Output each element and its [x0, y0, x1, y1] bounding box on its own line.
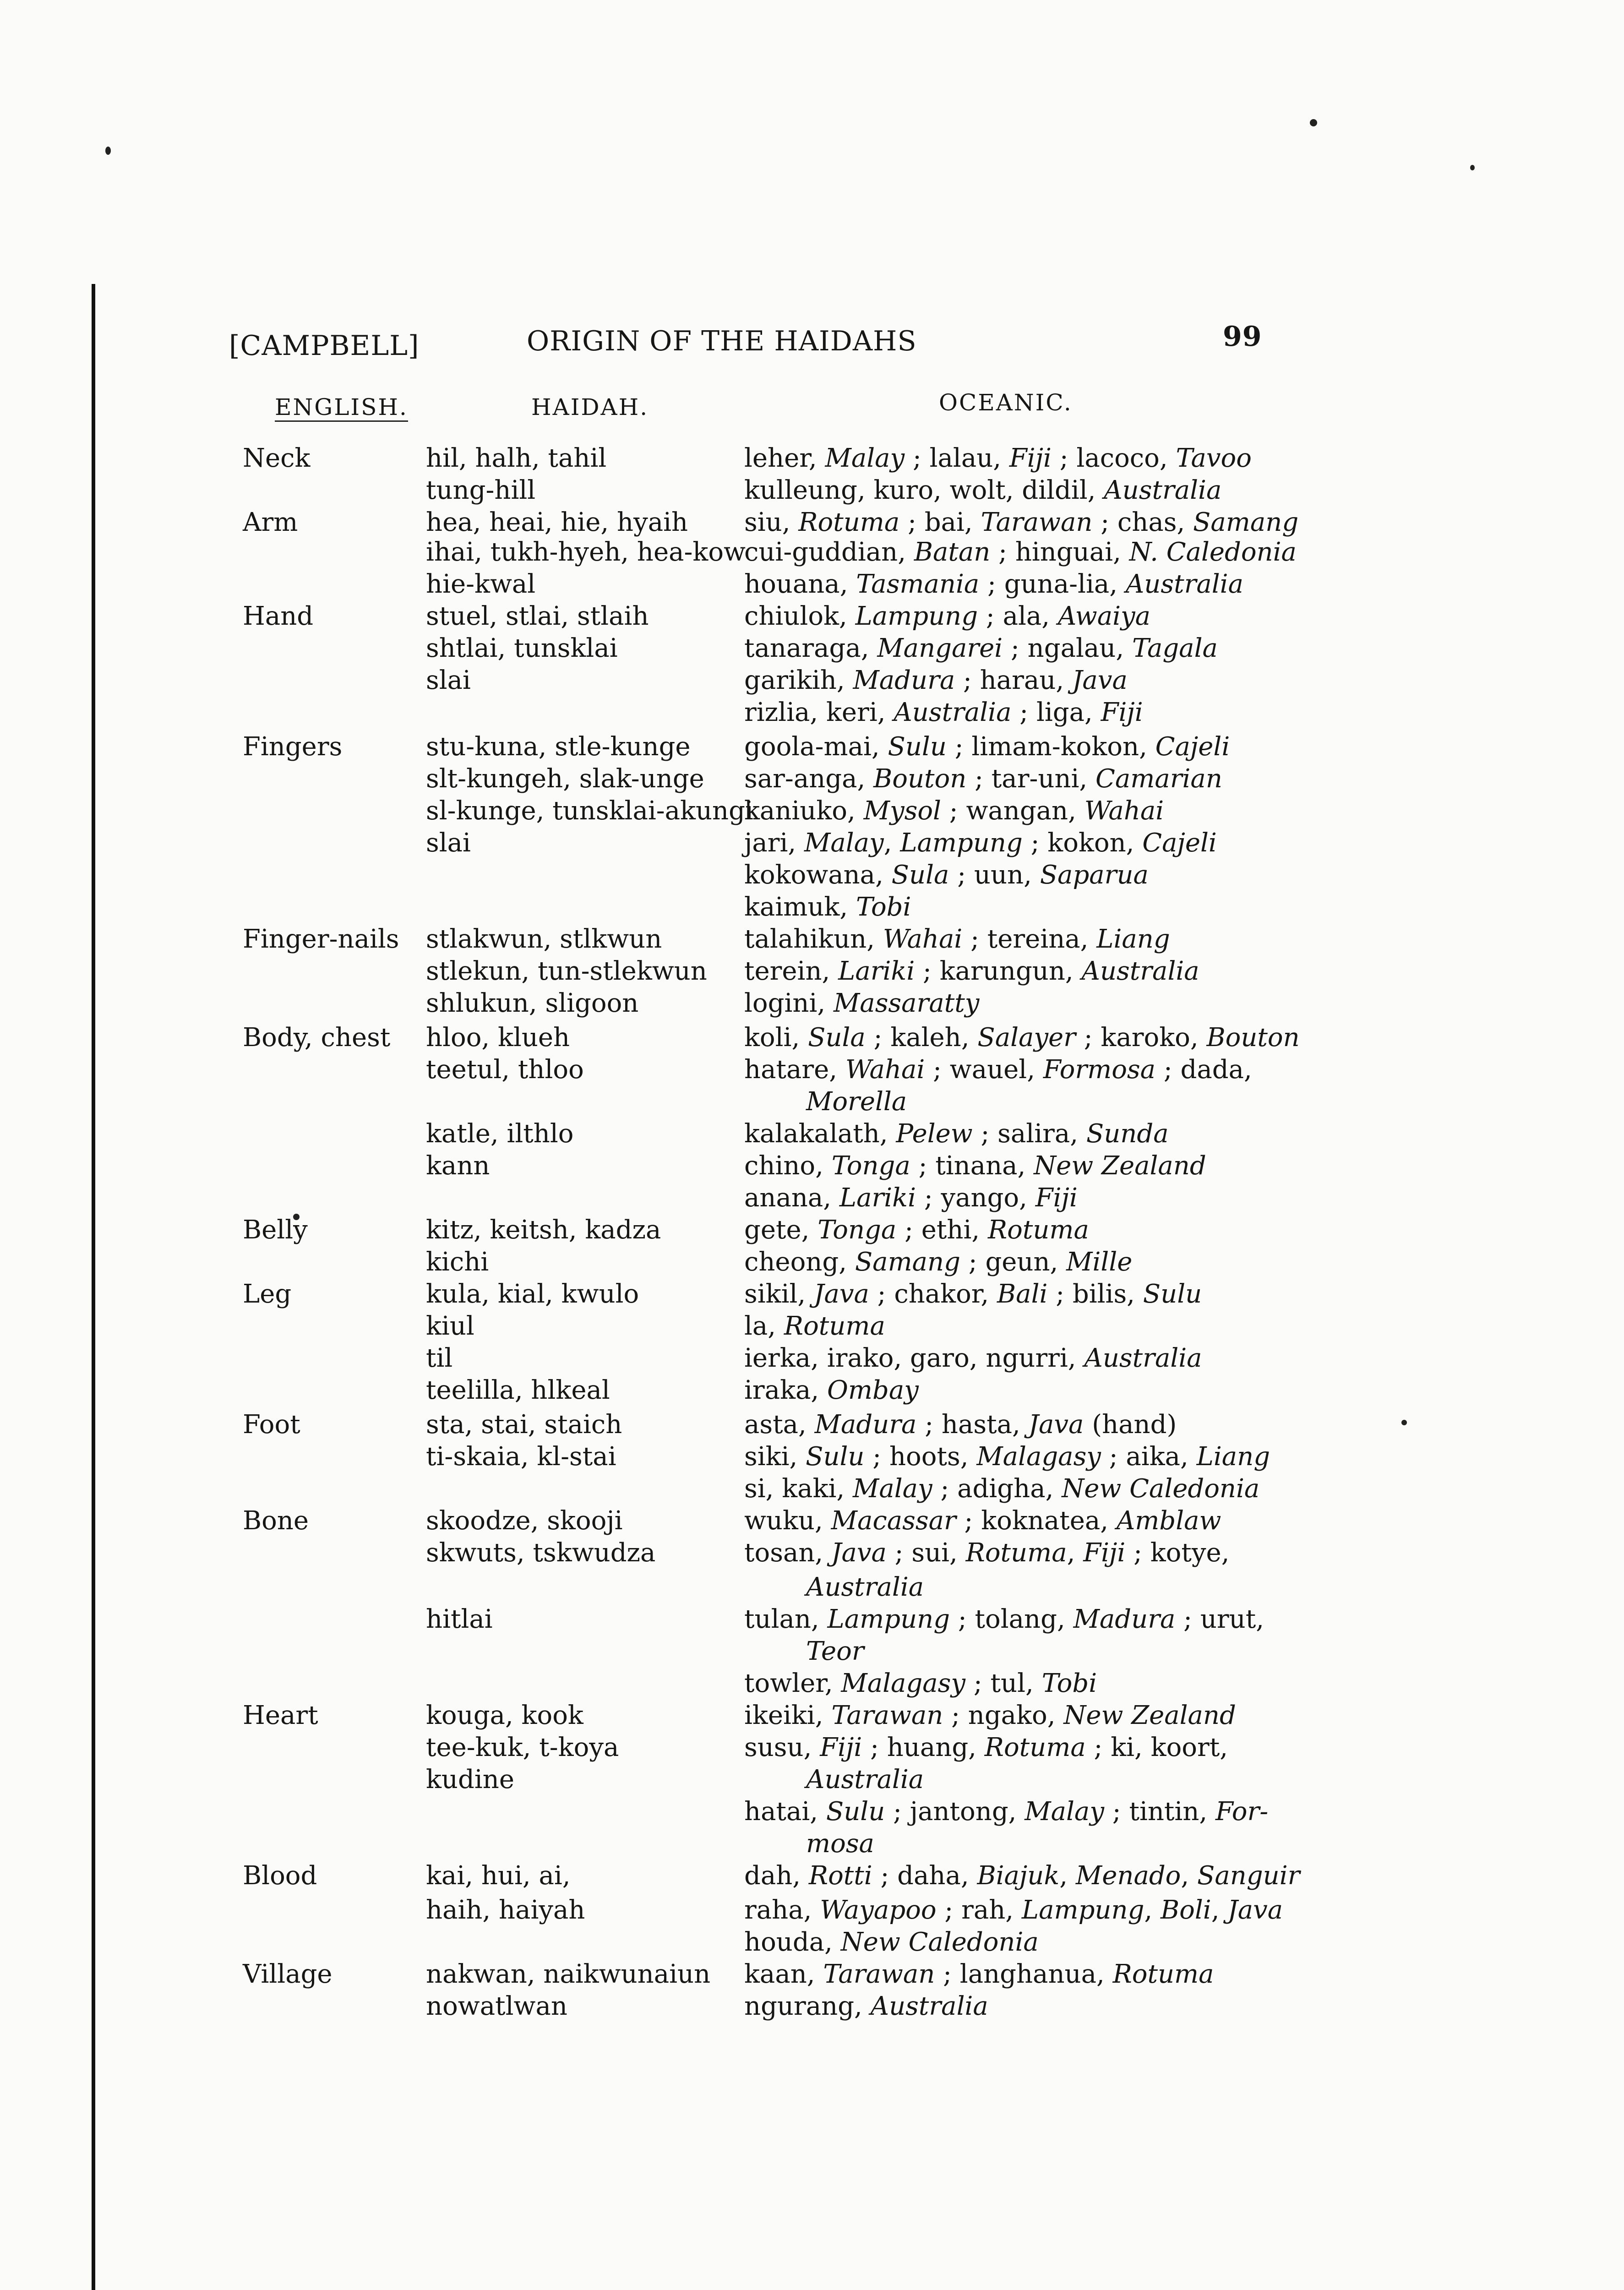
- haidah-word: kann: [426, 1151, 490, 1181]
- english-word: Fingers: [243, 732, 343, 762]
- oceanic-equivalent: towler, Malagasy ; tul, Tobi: [744, 1668, 1097, 1698]
- haidah-word: hloo, klueh: [426, 1023, 570, 1052]
- haidah-word: slt-kungeh, slak-unge: [426, 764, 704, 794]
- english-word: Leg: [243, 1279, 292, 1309]
- haidah-word: stlekun, tun-stlekwun: [426, 956, 707, 986]
- oceanic-equivalent: tulan, Lampung ; tolang, Madura ; urut,: [744, 1604, 1264, 1634]
- haidah-word: ti-skaia, kl-stai: [426, 1442, 616, 1472]
- oceanic-equivalent: garikih, Madura ; harau, Java: [744, 665, 1128, 695]
- english-word: Hand: [243, 601, 314, 631]
- oceanic-equivalent: Morella: [806, 1087, 907, 1117]
- english-word: Heart: [243, 1701, 318, 1730]
- oceanic-equivalent: dah, Rotti ; daha, Biajuk, Menado, Sanguir: [744, 1861, 1300, 1891]
- english-word: Belly: [243, 1215, 308, 1245]
- haidah-word: kichi: [426, 1247, 489, 1277]
- speck: [105, 147, 111, 155]
- oceanic-equivalent: chino, Tonga ; tinana, New Zealand: [744, 1151, 1206, 1181]
- oceanic-equivalent: talahikun, Wahai ; tereina, Liang: [744, 924, 1170, 954]
- haidah-word: katle, ilthlo: [426, 1119, 574, 1149]
- oceanic-equivalent: chiulok, Lampung ; ala, Awaiya: [744, 601, 1151, 631]
- haidah-word: skwuts, tskwudza: [426, 1538, 656, 1568]
- english-word: Foot: [243, 1410, 300, 1439]
- oceanic-equivalent: jari, Malay, Lampung ; kokon, Cajeli: [744, 828, 1217, 858]
- haidah-word: sta, stai, staich: [426, 1410, 622, 1439]
- haidah-word: ihai, tukh-hyeh, hea-kow: [426, 537, 746, 567]
- haidah-word: kai, hui, ai,: [426, 1861, 571, 1891]
- running-head-title: ORIGIN OF THE HAIDAHS: [527, 325, 917, 357]
- oceanic-equivalent: kokowana, Sula ; uun, Saparua: [744, 860, 1149, 890]
- page-number: 99: [1223, 321, 1262, 353]
- haidah-word: tung-hill: [426, 475, 536, 505]
- haidah-word: tee-kuk, t-koya: [426, 1733, 619, 1762]
- oceanic-equivalent: houda, New Caledonia: [744, 1927, 1039, 1957]
- column-head-oceanic: OCEANIC.: [939, 389, 1073, 416]
- haidah-word: teelilla, hlkeal: [426, 1375, 610, 1405]
- english-word: Arm: [243, 507, 298, 537]
- english-word: Neck: [243, 443, 311, 473]
- oceanic-equivalent: ikeiki, Tarawan ; ngako, New Zealand: [744, 1701, 1236, 1730]
- oceanic-equivalent: kaniuko, Mysol ; wangan, Wahai: [744, 796, 1164, 826]
- oceanic-equivalent: Teor: [806, 1636, 864, 1666]
- oceanic-equivalent: ngurang, Australia: [744, 1991, 988, 2021]
- oceanic-equivalent: rizlia, keri, Australia ; liga, Fiji: [744, 698, 1143, 727]
- oceanic-equivalent: siki, Sulu ; hoots, Malagasy ; aika, Liang: [744, 1442, 1270, 1472]
- haidah-word: kouga, kook: [426, 1701, 583, 1730]
- haidah-word: sl-kunge, tunsklai-akungi: [426, 796, 753, 826]
- oceanic-equivalent: kalakalath, Pelew ; salira, Sunda: [744, 1119, 1169, 1149]
- oceanic-equivalent: gete, Tonga ; ethi, Rotuma: [744, 1215, 1089, 1245]
- left-margin-rule: [92, 284, 95, 2290]
- oceanic-equivalent: anana, Lariki ; yango, Fiji: [744, 1183, 1078, 1213]
- oceanic-equivalent: hatare, Wahai ; wauel, Formosa ; dada,: [744, 1055, 1252, 1085]
- oceanic-equivalent: goola-mai, Sulu ; limam-kokon, Cajeli: [744, 732, 1230, 762]
- haidah-word: hea, heai, hie, hyaih: [426, 507, 688, 537]
- haidah-word: skoodze, skooji: [426, 1506, 623, 1536]
- oceanic-equivalent: la, Rotuma: [744, 1311, 885, 1341]
- haidah-word: nakwan, naikwunaiun: [426, 1959, 711, 1989]
- haidah-word: haih, haiyah: [426, 1895, 585, 1925]
- oceanic-equivalent: tanaraga, Mangarei ; ngalau, Tagala: [744, 633, 1218, 663]
- english-word: Village: [243, 1959, 332, 1989]
- haidah-word: kula, kial, kwulo: [426, 1279, 639, 1309]
- oceanic-equivalent: si, kaki, Malay ; adigha, New Caledonia: [744, 1474, 1260, 1504]
- oceanic-equivalent: tosan, Java ; sui, Rotuma, Fiji ; kotye,: [744, 1538, 1230, 1568]
- oceanic-equivalent: sikil, Java ; chakor, Bali ; bilis, Sulu: [744, 1279, 1202, 1309]
- english-word: Finger-nails: [243, 924, 399, 954]
- oceanic-equivalent: raha, Wayapoo ; rah, Lampung, Boli, Java: [744, 1895, 1283, 1925]
- oceanic-equivalent: asta, Madura ; hasta, Java (hand): [744, 1410, 1177, 1439]
- oceanic-equivalent: cheong, Samang ; geun, Mille: [744, 1247, 1133, 1277]
- running-head-author: [CAMPBELL]: [229, 330, 420, 362]
- speck: [1310, 119, 1317, 126]
- speck: [1470, 165, 1475, 170]
- oceanic-equivalent: logini, Massaratty: [744, 988, 980, 1018]
- haidah-word: hitlai: [426, 1604, 493, 1634]
- oceanic-equivalent: houana, Tasmania ; guna-lia, Australia: [744, 569, 1243, 599]
- oceanic-equivalent: kaan, Tarawan ; langhanua, Rotuma: [744, 1959, 1214, 1989]
- haidah-word: shlukun, sligoon: [426, 988, 639, 1018]
- oceanic-equivalent: siu, Rotuma ; bai, Tarawan ; chas, Samang: [744, 507, 1299, 537]
- haidah-word: slai: [426, 665, 471, 695]
- haidah-word: nowatlwan: [426, 1991, 567, 2021]
- haidah-word: kudine: [426, 1765, 514, 1794]
- oceanic-equivalent: mosa: [806, 1829, 874, 1859]
- oceanic-equivalent: susu, Fiji ; huang, Rotuma ; ki, koort,: [744, 1733, 1228, 1762]
- haidah-word: hie-kwal: [426, 569, 536, 599]
- oceanic-equivalent: leher, Malay ; lalau, Fiji ; lacoco, Tavoo: [744, 443, 1252, 473]
- oceanic-equivalent: Australia: [806, 1572, 924, 1602]
- oceanic-equivalent: ierka, irako, garo, ngurri, Australia: [744, 1343, 1202, 1373]
- haidah-word: hil, halh, tahil: [426, 443, 607, 473]
- haidah-word: teetul, thloo: [426, 1055, 584, 1085]
- oceanic-equivalent: kulleung, kuro, wolt, dildil, Australia: [744, 475, 1222, 505]
- english-word: Body, chest: [243, 1023, 391, 1052]
- haidah-word: stu-kuna, stle-kunge: [426, 732, 691, 762]
- haidah-word: slai: [426, 828, 471, 858]
- english-word: Blood: [243, 1861, 317, 1891]
- oceanic-equivalent: hatai, Sulu ; jantong, Malay ; tintin, For-: [744, 1797, 1269, 1827]
- haidah-word: kitz, keitsh, kadza: [426, 1215, 661, 1245]
- haidah-word: stlakwun, stlkwun: [426, 924, 662, 954]
- column-head-haidah: HAIDAH.: [531, 394, 649, 420]
- oceanic-equivalent: wuku, Macassar ; koknatea, Amblaw: [744, 1506, 1221, 1536]
- haidah-word: shtlai, tunsklai: [426, 633, 618, 663]
- oceanic-equivalent: Australia: [806, 1765, 924, 1794]
- haidah-word: stuel, stlai, stlaih: [426, 601, 649, 631]
- oceanic-equivalent: sar-anga, Bouton ; tar-uni, Camarian: [744, 764, 1222, 794]
- haidah-word: til: [426, 1343, 453, 1373]
- column-head-english: ENGLISH.: [275, 394, 408, 422]
- english-word: Bone: [243, 1506, 309, 1536]
- oceanic-equivalent: iraka, Ombay: [744, 1375, 919, 1405]
- oceanic-equivalent: kaimuk, Tobi: [744, 892, 911, 922]
- speck: [1401, 1420, 1407, 1425]
- oceanic-equivalent: koli, Sula ; kaleh, Salayer ; karoko, Bouton: [744, 1023, 1300, 1052]
- haidah-word: kiul: [426, 1311, 474, 1341]
- oceanic-equivalent: terein, Lariki ; karungun, Australia: [744, 956, 1199, 986]
- oceanic-equivalent: cui-guddian, Batan ; hinguai, N. Caledonia: [744, 537, 1297, 567]
